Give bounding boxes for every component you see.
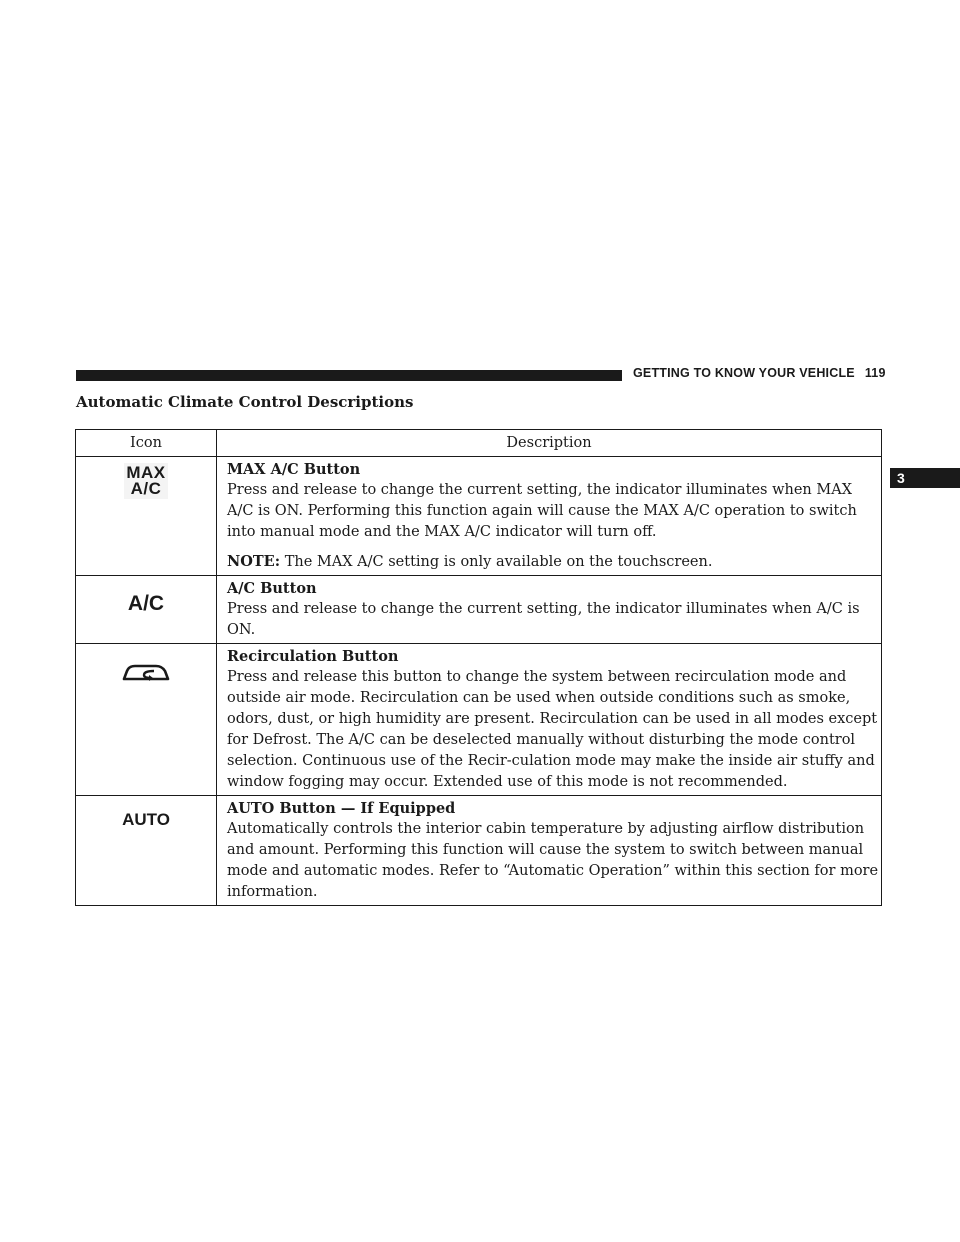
table-row (76, 576, 882, 644)
table-row (76, 644, 882, 796)
column-header-icon: Icon (76, 430, 217, 457)
section-title: Automatic Climate Control Descriptions (76, 393, 414, 411)
header-rule (76, 370, 622, 381)
table-header-row (76, 430, 882, 457)
note-text: The MAX A/C setting is only available on the touchscreen. (284, 554, 713, 570)
climate-control-table (75, 429, 882, 906)
row-body: Automatically controls the interior cabin temperature by adjusting airflow distribution and amount. Performing this function will cause the system to switch between manual mode and automatic modes. Refer to “Automatic Operation” within this section for more information. (227, 821, 879, 900)
row-title: A/C Button (227, 580, 317, 597)
row-body: Press and release to change the current setting, the indicator illuminates when A/C is ON. (227, 601, 860, 638)
auto-icon: AUTO (122, 810, 170, 829)
ac-icon: A/C (127, 592, 165, 615)
table-row (76, 457, 882, 576)
row-title: AUTO Button — If Equipped (227, 800, 456, 817)
recirculation-icon (120, 662, 172, 688)
row-title: MAX A/C Button (227, 461, 361, 478)
column-header-description: Description (217, 430, 882, 457)
row-note (227, 551, 879, 573)
chapter-number: 3 (897, 470, 905, 486)
page-number: 119 (864, 366, 886, 380)
table-row (76, 796, 882, 906)
row-title: Recirculation Button (227, 648, 399, 665)
max-ac-icon: MAX A/C (126, 463, 166, 498)
running-header (633, 366, 886, 380)
chapter-tab (890, 468, 960, 488)
row-body: Press and release this button to change the system between recirculation mode and outside air mode. Recirculation can be used when outside conditions such as smoke, odors, dust, or high humidity are present. Recirculation can be used in all modes except for Defrost. The A/C can be deselected manually without disturbing the mode control selection. Continuous use of the Recir-culation mode may make the inside air stuffy and window fogging may occur. Extended use of this mode is not recommended. (227, 669, 878, 790)
header-title: GETTING TO KNOW YOUR VEHICLE (633, 366, 855, 380)
row-body: Press and release to change the current setting, the indicator illuminates when MAX A/C is ON. Performing this function again will cause the MAX A/C operation to switch into manual mode and the MAX A/C indicator will turn off. (227, 482, 857, 540)
note-label: NOTE: (227, 553, 281, 570)
